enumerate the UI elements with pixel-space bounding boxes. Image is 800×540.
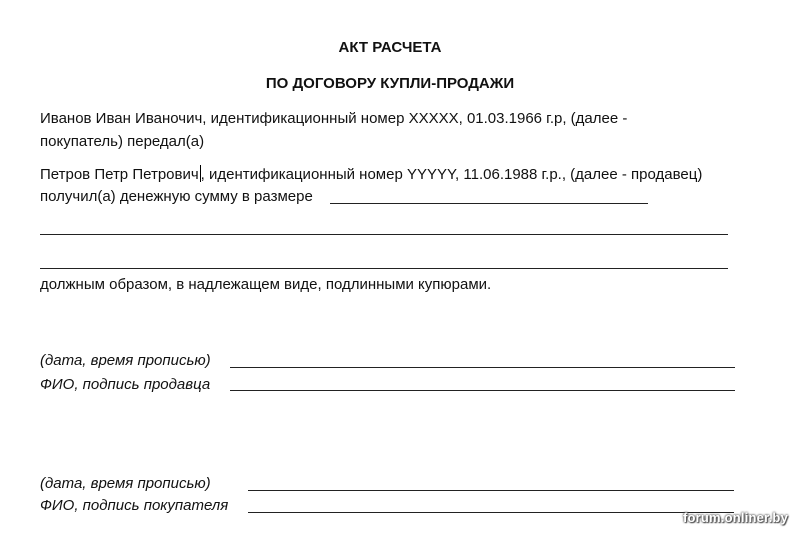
amount-label: получил(а) денежную сумму в размере bbox=[40, 188, 313, 205]
buyer-sign-line bbox=[248, 512, 734, 513]
seller-name-label: ФИО, подпись продавца bbox=[40, 376, 211, 393]
buyer-line-2: покупатель) передал(а) bbox=[40, 133, 205, 150]
doc-title: АКТ РАСЧЕТА bbox=[338, 39, 442, 56]
buyer-date-line bbox=[248, 490, 734, 491]
seller-line bbox=[40, 165, 702, 183]
seller-name: Петров Петр Петрович bbox=[40, 166, 199, 183]
watermark: forum.onliner.by bbox=[682, 510, 788, 525]
amount-blank-line-1 bbox=[40, 234, 728, 235]
seller-sign-line bbox=[230, 390, 735, 391]
buyer-name-label: ФИО, подпись покупателя bbox=[40, 497, 229, 514]
doc-subtitle: ПО ДОГОВОРУ КУПЛИ-ПРОДАЖИ bbox=[265, 75, 515, 92]
seller-date-line bbox=[230, 367, 735, 368]
amount-blank-line-2 bbox=[40, 268, 728, 269]
buyer-line-1: Иванов Иван Иваночич, идентификационный номер XXXXX, 01.03.1966 г.р, (далее - bbox=[40, 110, 628, 127]
buyer-date-label: (дата, время прописью) bbox=[40, 475, 211, 492]
amount-underline bbox=[330, 203, 648, 204]
seller-date-label: (дата, время прописью) bbox=[40, 352, 211, 369]
seller-details: , идентификационный номер YYYYY, 11.06.1988 г.р., (далее - продавец) bbox=[200, 166, 703, 183]
condition-text: должным образом, в надлежащем виде, подлинными купюрами. bbox=[40, 276, 492, 293]
